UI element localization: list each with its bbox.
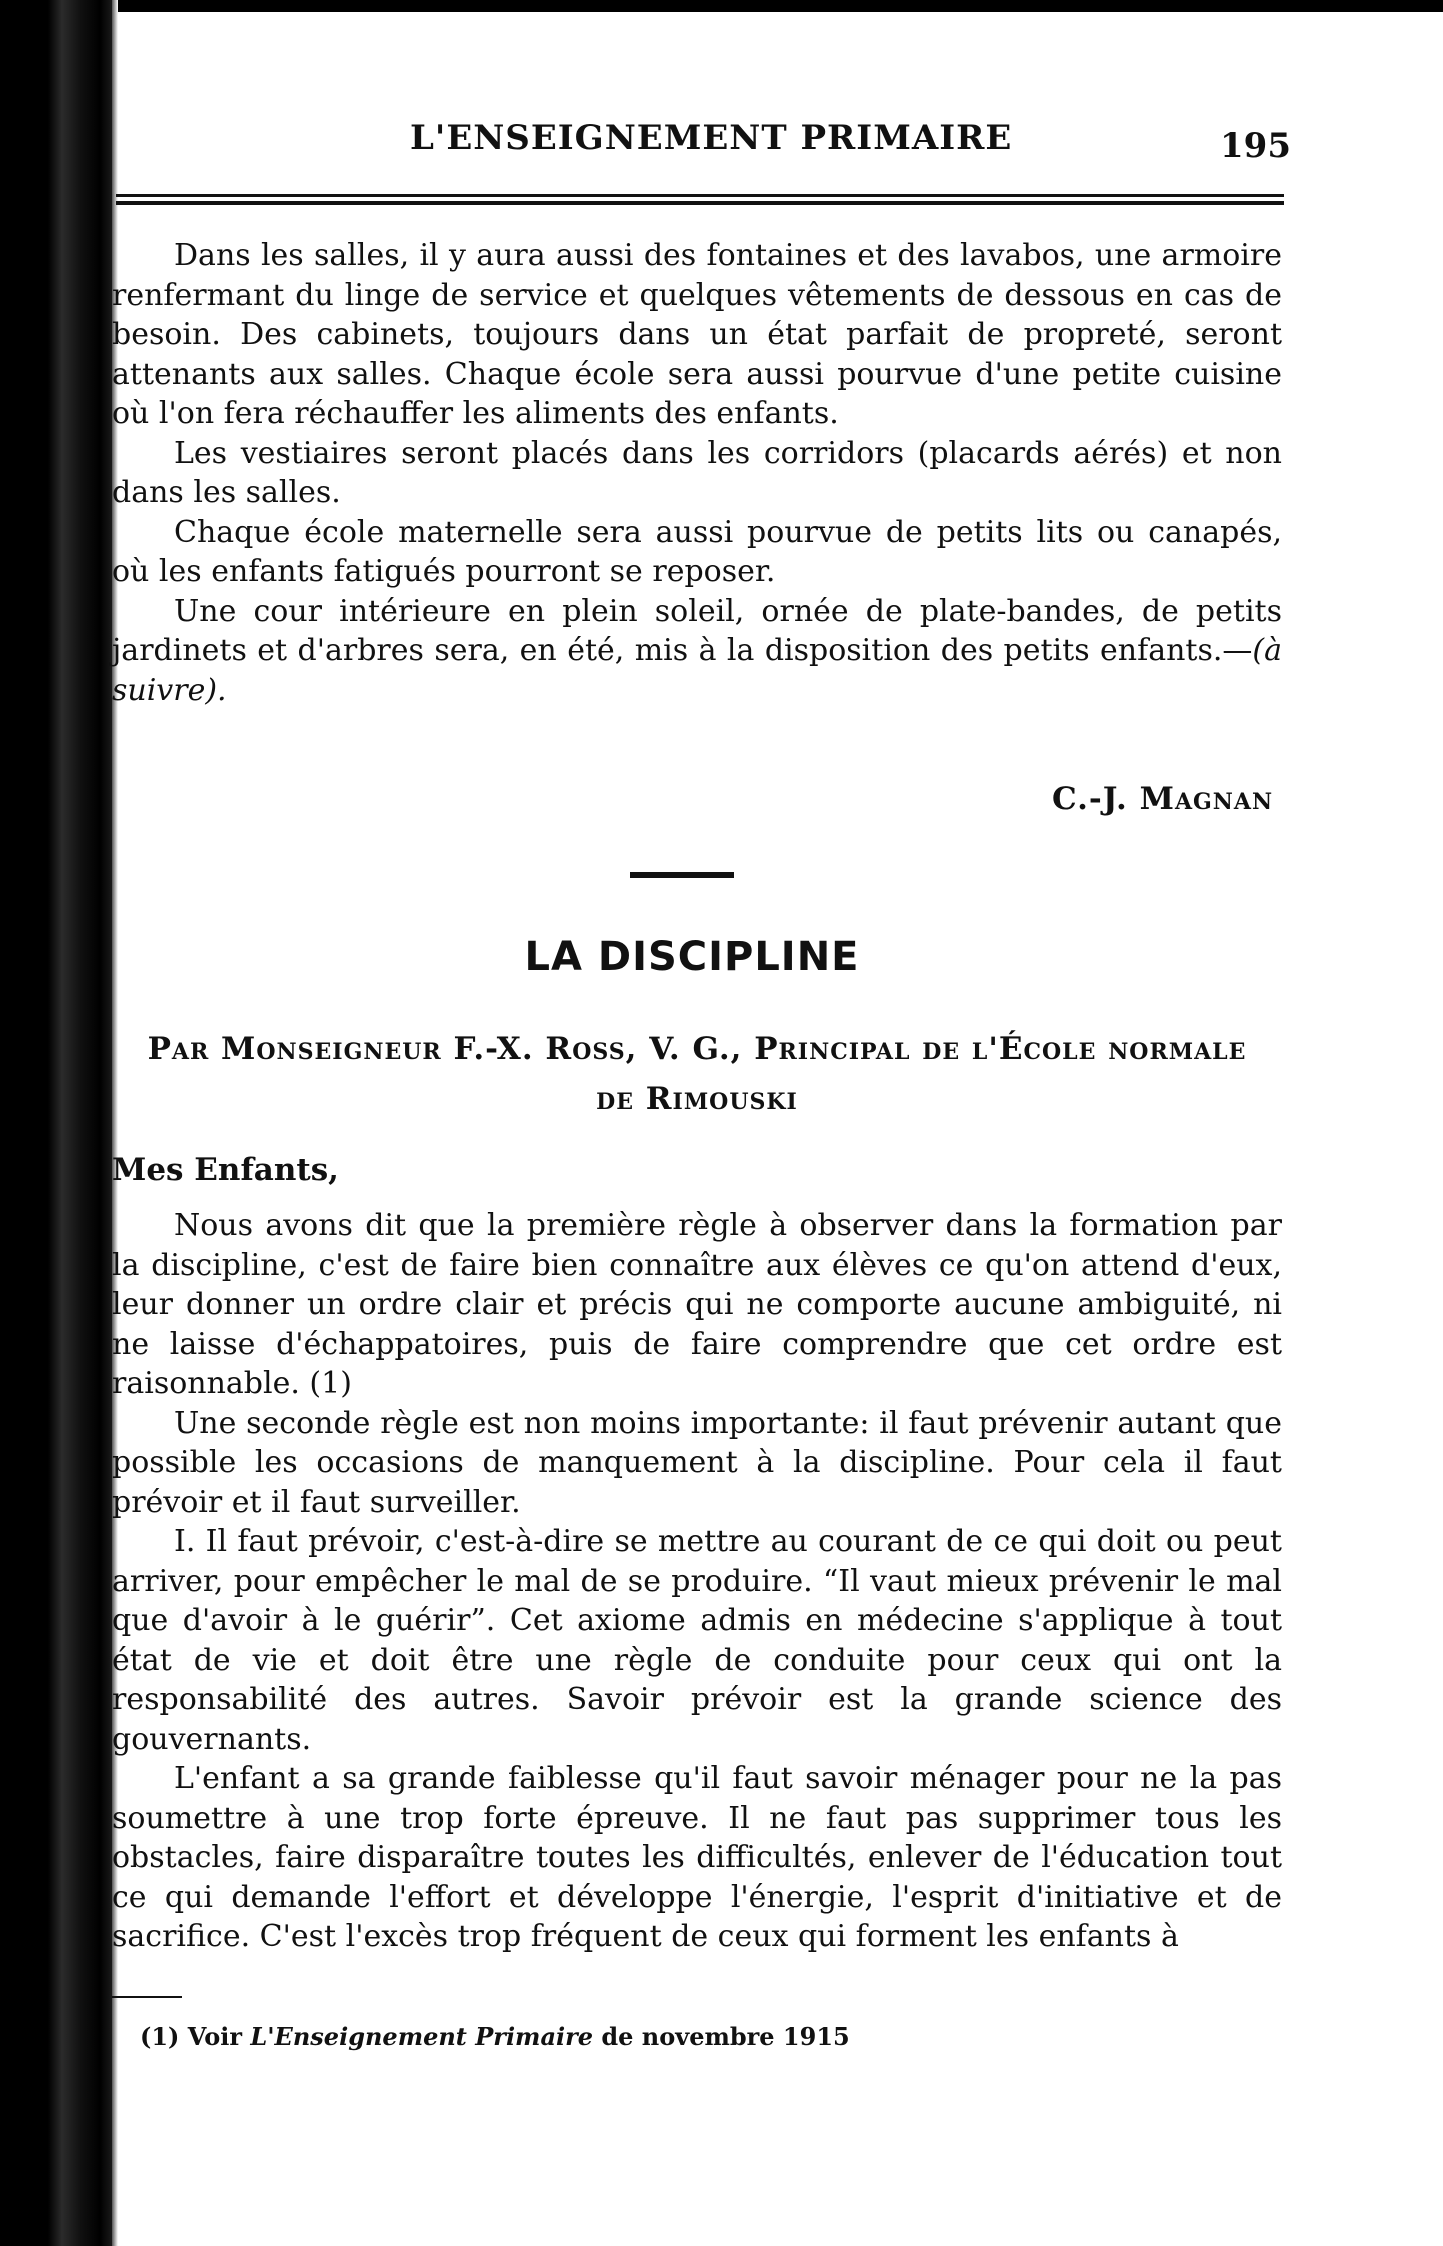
paragraph: Nous avons dit que la première règle à observer dans la formation par la discipline, c'est de faire bien connaître aux élèves ce qu'on attend d'eux, leur donner un ordre clair et précis qui ne comporte aucune ambiguité, ni ne laisse d'échappatoires, puis de faire comprendre que cet ordre est raisonnable. (1) [112,1208,1282,1401]
article-body [112,1206,1282,1957]
paragraph-final [112,592,1282,711]
paragraph-text: Une cour intérieure en plein soleil, ornée de plate-bandes, de petits jardinets et d'arbres sera, en été, mis à la disposition des petits enfants.— [112,593,1282,668]
paragraph: L'enfant a sa grande faiblesse qu'il faut savoir ménager pour ne la pas soumettre à une trop forte épreuve. Il ne faut pas supprimer tous les obstacles, faire disparaître toutes les difficultés, enlever de l'éducation tout ce qui demande l'effort et développe l'énergie, l'esprit d'initiative et de sacrifice. C'est l'excès trop fréquent de ceux qui forment les enfants à [112,1761,1282,1954]
footnote-journal-title: L'Enseignement Primaire [250,2022,594,2051]
paragraph: Chaque école maternelle sera aussi pourvue de petits lits ou canapés, où les enfants fatigués pourront se reposer. [112,514,1282,589]
section-divider [630,872,734,878]
footnote-rule [112,1996,182,1998]
article-byline [122,1024,1272,1124]
byline-line: de Rimouski [596,1081,798,1117]
paragraph: Une seconde règle est non moins importante: il faut prévenir autant que possible les occasions de manquement à la discipline. Pour cela il faut prévoir et il faut surveiller. [112,1405,1282,1520]
byline-line: Par Monseigneur F.-X. Ross, V. G., Principal de l'École normale [147,1031,1247,1067]
author-signature: C.-J. Magnan [1052,781,1274,817]
paragraph: Les vestiaires seront placés dans les corridors (placards aérés) et non dans les salles. [112,435,1282,510]
header-rule [116,194,1284,197]
footnote-marker: (1) [140,2022,180,2051]
article-title: LA DISCIPLINE [524,934,860,980]
header-rule-double [116,201,1284,205]
running-title: L'ENSEIGNEMENT PRIMAIRE [410,118,1013,158]
footnote [140,2022,850,2051]
footnote-text: Voir [187,2022,242,2051]
salutation: Mes Enfants, [112,1152,339,1188]
previous-article-text [112,236,1282,710]
paragraph: Dans les salles, il y aura aussi des fontaines et des lavabos, une armoire renfermant du linge de service et quelques vêtements de dessous en cas de besoin. Des cabinets, toujours dans un état parfait de propreté, seront attenants aux salles. Chaque école sera aussi pourvue d'une petite cuisine où l'on fera réchauffer les aliments des enfants. [112,238,1282,431]
book-binding-shadow [0,0,112,2246]
page-number: 195 [1220,126,1291,166]
running-head [112,112,1443,166]
book-page [112,0,1443,2246]
footnote-text: de novembre 1915 [601,2022,850,2051]
paragraph: I. Il faut prévoir, c'est-à-dire se mettre au courant de ce qui doit ou peut arriver, pour empêcher le mal de se produire. “Il vaut mieux prévenir le mal que d'avoir à le guérir”. Cet axiome admis en médecine s'applique à tout état de vie et doit être une règle de conduite pour ceux qui ont la responsabilité des autres. Savoir prévoir est la grande science des gouvernants. [112,1524,1282,1757]
to-be-continued: (à suivre). [112,633,1282,708]
